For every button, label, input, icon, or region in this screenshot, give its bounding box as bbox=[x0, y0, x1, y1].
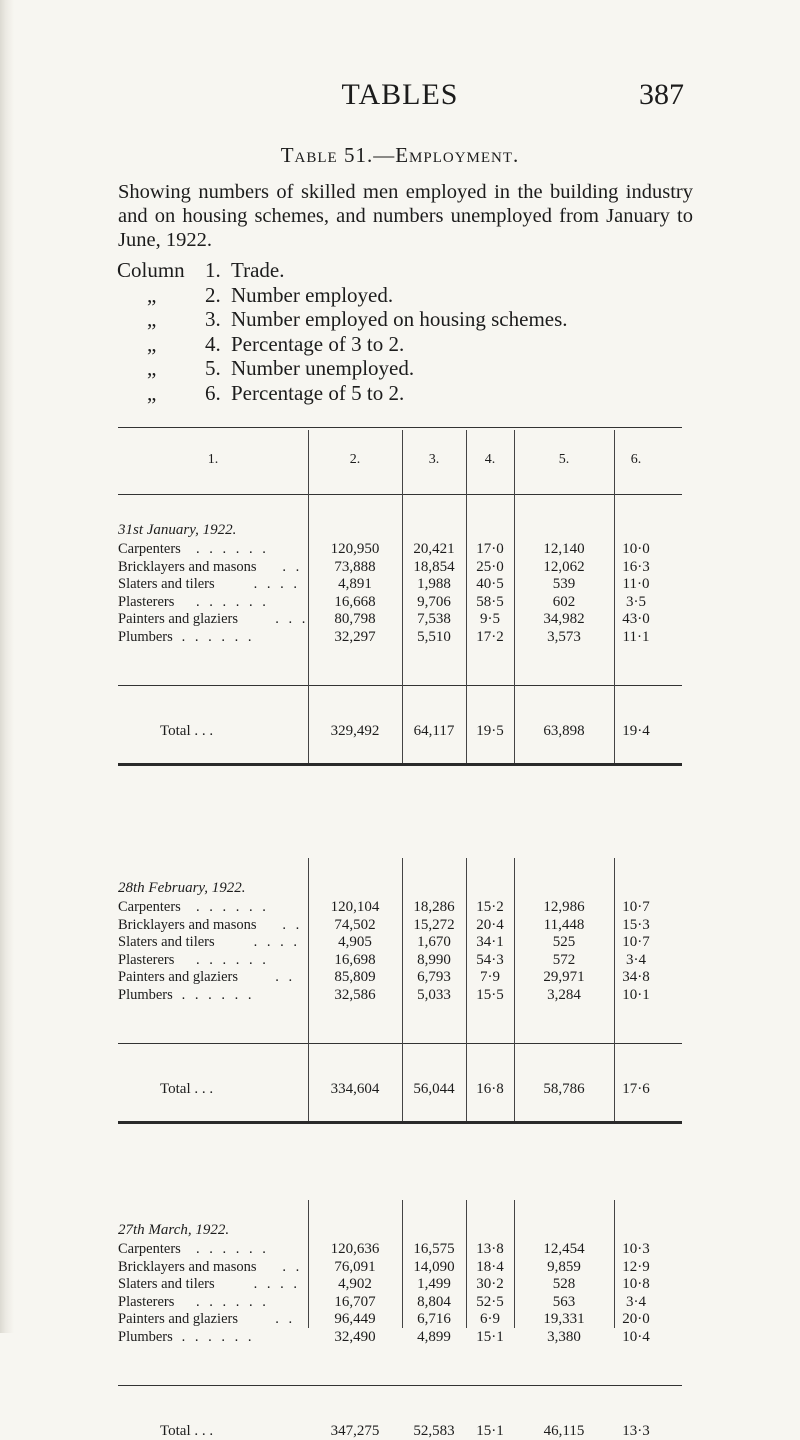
total-label: Total . . . bbox=[160, 1422, 214, 1439]
table-cell-c4: 54·3 bbox=[476, 951, 504, 968]
column-key-number: 5. bbox=[205, 356, 221, 380]
column-key-number: 6. bbox=[205, 380, 221, 405]
total-cell-c6: 19·4 bbox=[622, 722, 650, 739]
column-header: 2. bbox=[349, 452, 361, 467]
total-cell-c5: 58,786 bbox=[543, 1080, 585, 1097]
column-key-number: 1. bbox=[205, 258, 221, 282]
leader-dots: . . . . . . bbox=[196, 541, 269, 557]
table-cell-c6: 10·7 bbox=[622, 899, 650, 915]
column-rule bbox=[514, 1200, 515, 1328]
table-cell-c3: 6,793 bbox=[417, 969, 451, 986]
trade-name: Plasterers bbox=[118, 1293, 175, 1310]
table-cell-c6: 43·0 bbox=[622, 611, 650, 628]
total-label: Total . . . bbox=[160, 1080, 214, 1097]
table-cell-c5: 602 bbox=[552, 593, 576, 610]
page-number: 387 bbox=[639, 78, 684, 111]
table-cell-c6: 20·0 bbox=[622, 1311, 650, 1328]
column-key-number: 3. bbox=[205, 307, 221, 331]
table-cell-c4: 7·9 bbox=[480, 969, 500, 986]
table-cell-c6: 10·1 bbox=[622, 987, 650, 1003]
section-date bbox=[118, 522, 236, 539]
section-end-rule bbox=[118, 763, 682, 766]
table-cell-c5: 525 bbox=[552, 934, 576, 951]
section-date bbox=[118, 1222, 229, 1239]
trade-name: Painters and glaziers bbox=[118, 969, 238, 986]
leader-dots: . . . . bbox=[253, 576, 300, 593]
column-header: 1. bbox=[207, 452, 219, 467]
trade-name: Slaters and tilers bbox=[118, 934, 215, 951]
total-label: Total . . . bbox=[160, 722, 214, 739]
table-cell-c2: 120,104 bbox=[330, 899, 380, 915]
column-key-prefix: „ bbox=[147, 282, 157, 307]
column-rule bbox=[514, 858, 515, 1121]
table-cell-c3: 18,286 bbox=[413, 899, 455, 915]
section-date-text: January, 1922. bbox=[146, 522, 237, 538]
table-cell-c5: 12,986 bbox=[543, 899, 585, 915]
table-cell-c5: 12,062 bbox=[543, 558, 585, 575]
table-cell-c2: 80,798 bbox=[334, 611, 376, 628]
table-cell-c5: 563 bbox=[552, 1293, 576, 1310]
table-cell-c6: 12·9 bbox=[622, 1258, 650, 1275]
leader-dots: . . bbox=[282, 558, 303, 575]
table-cell-c6: 10·0 bbox=[622, 541, 650, 557]
column-rule bbox=[514, 430, 515, 763]
table-cell-c5: 528 bbox=[552, 1276, 576, 1293]
trade-name: Plasterers bbox=[118, 951, 175, 968]
table-cell-c6: 10·4 bbox=[622, 1329, 650, 1345]
trade-name: Painters and glaziers bbox=[118, 1311, 238, 1328]
table-cell-c4: 15·5 bbox=[476, 987, 504, 1003]
column-key-number: 4. bbox=[205, 331, 221, 356]
column-key-prefix: Column bbox=[117, 258, 185, 282]
column-rule bbox=[466, 1200, 467, 1328]
leader-dots: . . . . . . bbox=[196, 593, 269, 610]
column-key-prefix: „ bbox=[147, 356, 157, 380]
table-cell-c6: 11·0 bbox=[622, 576, 650, 593]
table-cell-c2: 76,091 bbox=[334, 1258, 376, 1275]
table-cell-c2: 16,668 bbox=[334, 593, 376, 610]
running-title: TABLES bbox=[341, 78, 459, 111]
table-cell-c3: 1,499 bbox=[417, 1276, 451, 1293]
table-cell-c5: 3,380 bbox=[547, 1329, 581, 1345]
table-cell-c6: 10·3 bbox=[622, 1241, 650, 1257]
column-key-text: Number unemployed. bbox=[231, 356, 415, 380]
intro-paragraph: Showing numbers of skilled men employed in the building industry and on housing schemes, and numbers unemployed from January to June, 1922. bbox=[118, 181, 693, 251]
total-rule bbox=[118, 1385, 682, 1386]
trade-name: Slaters and tilers bbox=[118, 576, 215, 593]
trade-name: Plumbers bbox=[118, 1329, 173, 1345]
table-cell-c6: 10·7 bbox=[622, 934, 650, 951]
table-cell-c4: 15·2 bbox=[476, 899, 504, 915]
table-cell-c4: 6·9 bbox=[480, 1311, 500, 1328]
column-rule bbox=[308, 1200, 309, 1328]
table-cell-c3: 5,033 bbox=[417, 987, 451, 1003]
leader-dots: . . bbox=[275, 969, 296, 986]
column-rule bbox=[308, 858, 309, 1121]
table-cell-c2: 96,449 bbox=[334, 1311, 376, 1328]
table-cell-c6: 3·5 bbox=[626, 593, 646, 610]
leader-dots: . . . . . . bbox=[196, 951, 269, 968]
table-cell-c3: 8,990 bbox=[417, 951, 451, 968]
table-cell-c6: 3·4 bbox=[626, 1293, 646, 1310]
table-cell-c5: 539 bbox=[552, 576, 576, 593]
table-cell-c2: 4,902 bbox=[338, 1276, 372, 1293]
header-rule bbox=[118, 494, 682, 495]
column-rule bbox=[402, 1200, 403, 1328]
total-rule bbox=[118, 1043, 682, 1044]
table-cell-c4: 20·4 bbox=[476, 916, 504, 933]
column-rule bbox=[402, 430, 403, 763]
trade-name: Slaters and tilers bbox=[118, 1276, 215, 1293]
leader-dots: . . . . . . bbox=[196, 899, 269, 915]
table-cell-c3: 16,575 bbox=[413, 1241, 455, 1257]
total-cell-c5: 63,898 bbox=[543, 722, 585, 739]
table-cell-c5: 572 bbox=[552, 951, 576, 968]
table-cell-c5: 3,573 bbox=[547, 629, 581, 645]
table-cell-c3: 4,899 bbox=[417, 1329, 451, 1345]
table-cell-c4: 30·2 bbox=[476, 1276, 504, 1293]
column-header: 6. bbox=[630, 452, 642, 467]
table-cell-c3: 1,988 bbox=[417, 576, 451, 593]
total-cell-c3: 52,583 bbox=[413, 1422, 455, 1439]
column-key-text: Percentage of 5 to 2. bbox=[231, 380, 405, 405]
table-cell-c5: 12,454 bbox=[543, 1241, 585, 1257]
table-cell-c5: 29,971 bbox=[543, 969, 585, 986]
trade-name: Plumbers bbox=[118, 629, 173, 645]
total-rule bbox=[118, 685, 682, 686]
table-cell-c4: 15·1 bbox=[476, 1329, 504, 1345]
table-cell-c5: 12,140 bbox=[543, 541, 585, 557]
table-cell-c5: 34,982 bbox=[543, 611, 585, 628]
column-header: 5. bbox=[558, 452, 570, 467]
table-cell-c4: 17·0 bbox=[476, 541, 504, 557]
table-cell-c3: 14,090 bbox=[413, 1258, 455, 1275]
table-cell-c2: 120,636 bbox=[330, 1241, 380, 1257]
leader-dots: . . . . . . bbox=[181, 629, 255, 645]
table-cell-c4: 25·0 bbox=[476, 558, 504, 575]
total-cell-c4: 19·5 bbox=[476, 722, 504, 739]
leader-dots: . . . . . . bbox=[196, 1293, 269, 1310]
table-top-rule bbox=[118, 427, 682, 428]
column-rule bbox=[614, 430, 615, 763]
total-cell-c4: 15·1 bbox=[476, 1422, 504, 1439]
table-cell-c6: 3·4 bbox=[626, 951, 646, 968]
section-date-text: February, 1922. bbox=[148, 880, 246, 896]
total-cell-c2: 329,492 bbox=[330, 722, 380, 739]
total-cell-c6: 17·6 bbox=[622, 1080, 650, 1097]
table-cell-c2: 16,698 bbox=[334, 951, 376, 968]
table-cell-c3: 1,670 bbox=[417, 934, 451, 951]
leader-dots: . . bbox=[282, 916, 303, 933]
table-cell-c6: 15·3 bbox=[622, 916, 650, 933]
trade-name: Bricklayers and masons bbox=[118, 1258, 257, 1275]
table-cell-c4: 13·8 bbox=[476, 1241, 504, 1257]
table-cell-c6: 11·1 bbox=[622, 629, 650, 645]
section-date-ordinal: 27th bbox=[118, 1222, 145, 1238]
table-cell-c4: 58·5 bbox=[476, 593, 504, 610]
leader-dots: . . . bbox=[275, 611, 309, 628]
table-cell-c3: 18,854 bbox=[413, 558, 455, 575]
column-rule bbox=[402, 858, 403, 1121]
section-date-ordinal: 31st bbox=[118, 522, 144, 538]
table-cell-c2: 4,891 bbox=[338, 576, 372, 593]
trade-name: Painters and glaziers bbox=[118, 611, 238, 628]
total-cell-c2: 334,604 bbox=[330, 1080, 380, 1097]
table-cell-c2: 120,950 bbox=[330, 541, 380, 557]
table-cell-c4: 17·2 bbox=[476, 629, 504, 645]
leader-dots: . . . . . . bbox=[181, 1329, 255, 1345]
column-key-text: Number employed on housing schemes. bbox=[231, 307, 568, 331]
column-key-prefix: „ bbox=[147, 380, 157, 405]
column-key-text: Percentage of 3 to 2. bbox=[231, 331, 405, 356]
table-cell-c5: 11,448 bbox=[543, 916, 585, 933]
table-cell-c4: 18·4 bbox=[476, 1258, 504, 1275]
trade-name: Bricklayers and masons bbox=[118, 558, 257, 575]
column-key-prefix: „ bbox=[147, 307, 157, 331]
column-rule bbox=[614, 1200, 615, 1328]
table-cell-c2: 32,297 bbox=[334, 629, 376, 645]
table-cell-c2: 32,490 bbox=[334, 1329, 376, 1345]
table-cell-c5: 3,284 bbox=[547, 987, 581, 1003]
section-date-text: March, 1922. bbox=[148, 1222, 230, 1238]
table-cell-c2: 74,502 bbox=[334, 916, 376, 933]
table-cell-c2: 73,888 bbox=[334, 558, 376, 575]
table-cell-c3: 6,716 bbox=[417, 1311, 451, 1328]
column-rule bbox=[614, 858, 615, 1121]
table-cell-c6: 16·3 bbox=[622, 558, 650, 575]
column-key-text: Trade. bbox=[231, 258, 285, 282]
trade-name: Bricklayers and masons bbox=[118, 916, 257, 933]
column-key-number: 2. bbox=[205, 282, 221, 307]
trade-name: Carpenters bbox=[118, 1241, 181, 1257]
section-end-rule bbox=[118, 1121, 682, 1124]
table-cell-c4: 52·5 bbox=[476, 1293, 504, 1310]
total-cell-c2: 347,275 bbox=[330, 1422, 380, 1439]
table-cell-c6: 34·8 bbox=[622, 969, 650, 986]
table-cell-c2: 16,707 bbox=[334, 1293, 376, 1310]
trade-name: Carpenters bbox=[118, 541, 181, 557]
table-cell-c3: 20,421 bbox=[413, 541, 455, 557]
leader-dots: . . . . . . bbox=[196, 1241, 269, 1257]
column-rule bbox=[466, 430, 467, 763]
table-cell-c5: 19,331 bbox=[543, 1311, 585, 1328]
leader-dots: . . . . bbox=[253, 1276, 300, 1293]
column-header: 4. bbox=[484, 452, 496, 467]
table-cell-c2: 4,905 bbox=[338, 934, 372, 951]
table-cell-c3: 9,706 bbox=[417, 593, 451, 610]
table-cell-c5: 9,859 bbox=[547, 1258, 581, 1275]
table-cell-c2: 85,809 bbox=[334, 969, 376, 986]
table-cell-c4: 34·1 bbox=[476, 934, 504, 951]
section-date bbox=[118, 880, 246, 897]
table-title: Table 51.—Employment. bbox=[280, 143, 520, 167]
trade-name: Carpenters bbox=[118, 899, 181, 915]
section-date-ordinal: 28th bbox=[118, 880, 145, 896]
total-cell-c3: 64,117 bbox=[413, 722, 455, 739]
total-cell-c6: 13·3 bbox=[622, 1422, 650, 1439]
table-cell-c3: 5,510 bbox=[417, 629, 451, 645]
leader-dots: . . . . bbox=[253, 934, 300, 951]
table-cell-c6: 10·8 bbox=[622, 1276, 650, 1293]
leader-dots: . . . . . . bbox=[181, 987, 255, 1003]
table-cell-c3: 15,272 bbox=[413, 916, 455, 933]
trade-name: Plumbers bbox=[118, 987, 173, 1003]
total-cell-c3: 56,044 bbox=[413, 1080, 455, 1097]
total-cell-c5: 46,115 bbox=[543, 1422, 585, 1439]
table-cell-c4: 40·5 bbox=[476, 576, 504, 593]
leader-dots: . . bbox=[275, 1311, 296, 1328]
column-key-prefix: „ bbox=[147, 331, 157, 356]
table-cell-c3: 7,538 bbox=[417, 611, 451, 628]
leader-dots: . . bbox=[282, 1258, 303, 1275]
column-header: 3. bbox=[428, 452, 440, 467]
table-cell-c4: 9·5 bbox=[480, 611, 500, 628]
column-key-text: Number employed. bbox=[231, 282, 394, 307]
table-cell-c3: 8,804 bbox=[417, 1293, 451, 1310]
column-rule bbox=[466, 858, 467, 1121]
column-rule bbox=[308, 430, 309, 763]
table-cell-c2: 32,586 bbox=[334, 987, 376, 1003]
total-cell-c4: 16·8 bbox=[476, 1080, 504, 1097]
trade-name: Plasterers bbox=[118, 593, 175, 610]
